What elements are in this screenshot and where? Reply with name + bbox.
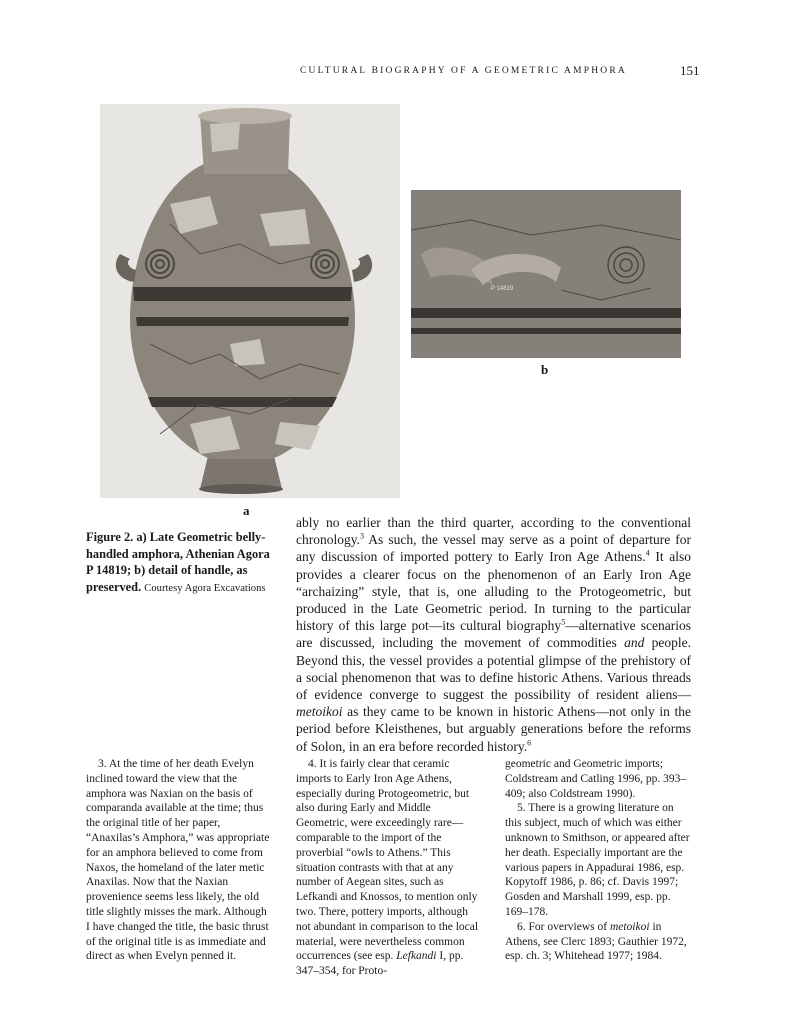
footnote-ref-6[interactable]: 6 [527, 738, 532, 748]
inscription-text: P 14819 [491, 286, 514, 292]
footnotes-column-3 [505, 757, 693, 964]
figure-label-a: a [243, 503, 250, 518]
footnote-5: 5. There is a growing literature on this subject, much of which was either unknown to Smithson, or appeared after her death. Especially important are the various papers in Appadurai 1986, esp. Kopytoff 1986, p. 86; cf. Davis 1997; Gosden and Marshall 1999, esp. pp. 169–178. [505, 802, 690, 918]
footnote-ref-4[interactable]: 4 [645, 548, 650, 558]
footnote-ref-3[interactable]: 3 [360, 531, 364, 541]
footnote-ref-5[interactable]: 5 [561, 617, 566, 627]
handle-detail-illustration [411, 190, 681, 358]
footnotes-column-1 [86, 757, 271, 964]
figure-2a-amphora-photo [100, 104, 400, 498]
figure-2b-handle-detail-photo [411, 190, 681, 358]
figure-label-b: b [541, 362, 549, 377]
caption-credit: Courtesy Agora Excavations [144, 582, 266, 594]
caption-title: Figure 2. a) Late Geometric belly-handled amphora, Athenian Agora P 14819; b) detail of handle, as preserved. [86, 530, 270, 594]
footnote-4-continued: geometric and Geometric imports; Coldstream and Catling 1996, pp. 393–409; also Coldstream 1990). [505, 758, 687, 800]
figure-caption [86, 529, 276, 597]
page-number: 151 [680, 63, 700, 78]
amphora-illustration [100, 104, 400, 498]
footnote-4: 4. It is fairly clear that ceramic imports to Early Iron Age Athens, especially during Protogeometric, but also during Early and Middle Geometric, were exceedingly rare—comparable to the import of the proverbial “owls to Athens.” This situation contrasts with that at any number of Aegean sites, such as Lefkandi and Knossos, to mention only two. There, pottery imports, although not abundant in comparison to the local material, were nevertheless common occurrences (see esp. Lefkandi I, pp. 347–354, for Proto- [296, 758, 479, 978]
body-paragraph: ably no earlier than the third quarter, according to the conventional chronology.$^3$ As such, the vessel may serve as a point of departure for any discussion of imported pottery to Early Iron Age Athens.$^4$ It also provides a clearer focus on the phenomenon of an Early Iron Age “archaizing” style, that is, one alluding to the Protogeometric, but produced in the Late Geometric period. In turning to the particular history of this large pot—its cultural biography$^5$—alternative scenarios are discussed, including the movement of commodities and people. Beyond this, the vessel provides a potential glimpse of the prehistory of a social phenomenon that was to define historic Athens. Various threads of evidence converge to suggest the possibility of resident aliens—metoikoi as they came to be known in historic Athens—not only in the period before Kleisthenes, but arguably generations before the reforms of Solon, in an era before recorded history.$^6$ [296, 515, 692, 754]
running-head: CULTURAL BIOGRAPHY OF A GEOMETRIC AMPHORA [300, 66, 627, 76]
footnote-3: 3. At the time of her death Evelyn inclined toward the view that the amphora was Naxian on the basis of comparanda available at the time; thus the original title of her paper, “Anaxilas’s Amphora,” was appropriate for an amphora believed to come from Naxos, the homeland of the later metic Anaxilas. Now that the Naxian provenience seems less likely, the old title slightly misses the mark. Although I have changed the title, the basic thrust of the original title is as immediate and direct as when Evelyn penned it. [86, 758, 270, 963]
footnote-6: 6. For overviews of metoikoi in Athens, see Clerc 1893; Gauthier 1972, esp. ch. 3; Whitehead 1977; 1984. [505, 920, 687, 963]
footnotes-column-2 [296, 757, 481, 979]
